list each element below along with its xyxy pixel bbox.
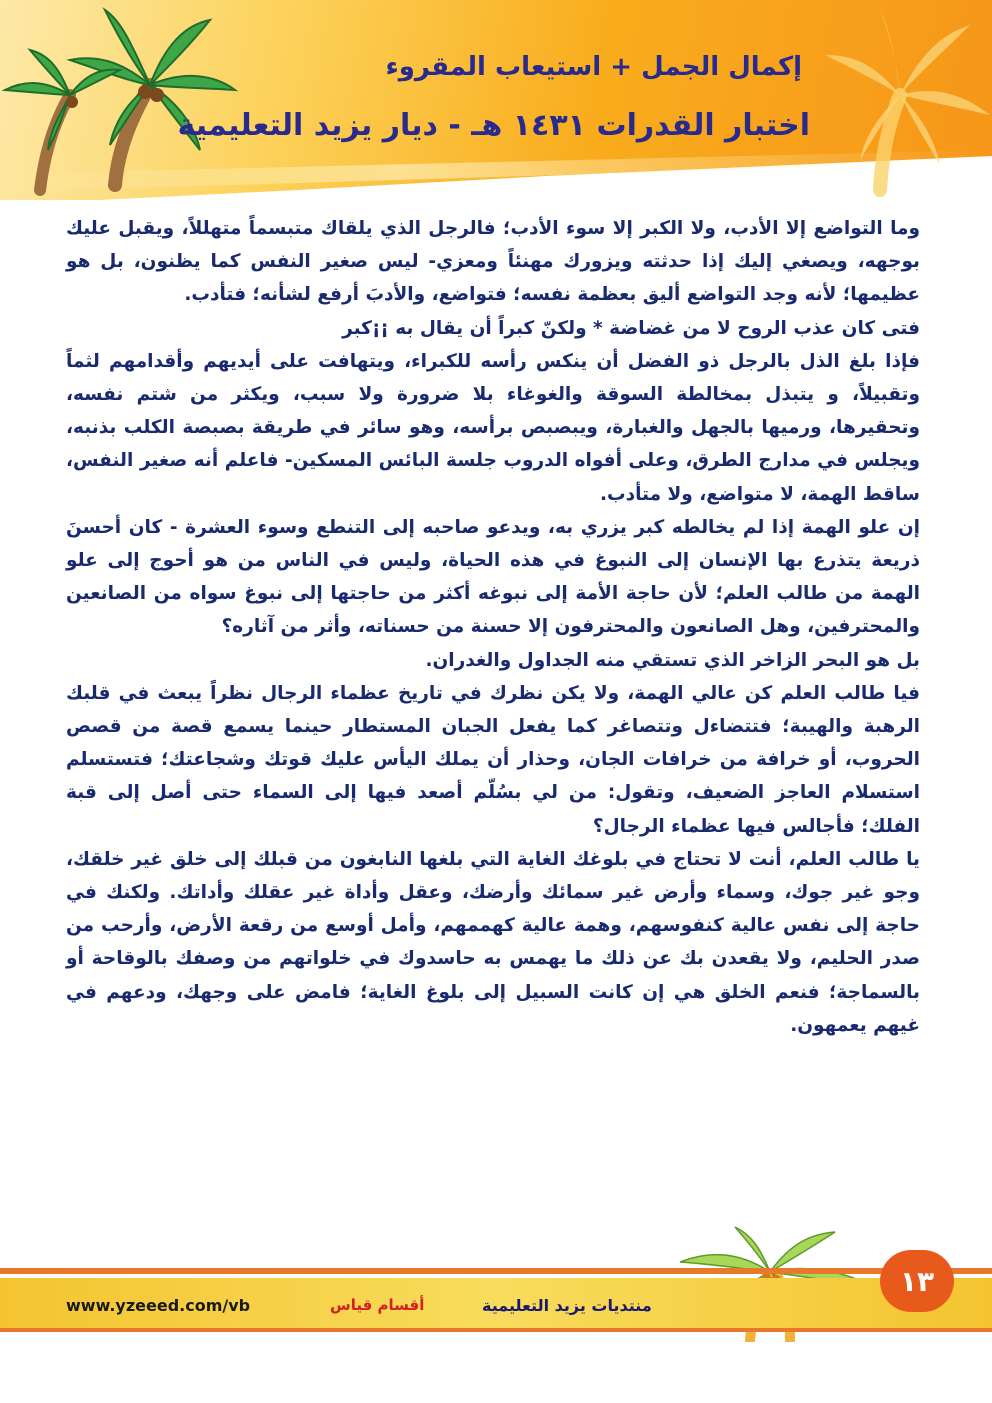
footer-rule-bottom — [0, 1328, 992, 1332]
page-number: ١٣ — [880, 1250, 954, 1312]
header-title: إكمال الجمل + استيعاب المقروء — [385, 52, 802, 82]
footer-url-link[interactable]: www.yzeeed.com/vb — [66, 1296, 251, 1315]
paragraph: إن علو الهمة إذا لم يخالطه كبر يزري به، ويدعو صاحبه إلى التنطع وسوء العشرة - كان أحسنَ ذريعة يتذرع بها الإنسان إلى النبوغ في هذه الحياة، وليس في الناس من هو أحوج إلى علو الهمة من طالب العلم؛ لأن حاجة الأمة إلى نبوغه أكثر من حاجتها إلى نبوغ سواه من الصانعين والمحترفين، وهل الصانعون والمحترفون إلا حسنة من حسناته، وأثر من آثاره؟ — [66, 516, 920, 638]
article-body — [66, 212, 920, 1042]
footer-forum-name: منتديات يزيد التعليمية — [482, 1296, 652, 1315]
palm-tree-left-icon — [0, 0, 240, 200]
paragraph: بل هو البحر الزاخر الذي تستقي منه الجداول والغدران. — [425, 649, 920, 671]
paragraph: فإذا بلغ الذل بالرجل ذو الفضل أن ينكس رأسه للكبراء، ويتهافت على أيديهم وأقدامهم لثماً وتقبيلاً، و يتبذل بمخالطة السوقة والغوغاء بلا ضرورة ولا سبب، ويكثر من شتم نفسه، وتحقيرها، ورميها بالجهل والغبارة، ويبصبص برأسه، وهو سائر في طريقة بصبصة الكلب بذنبه، ويجلس في مدارج الطرق، وعلى أفواه الدروب جلسة البائس المسكين- فاعلم أنه صغير النفس، ساقط الهمة، لا متواضع، ولا متأدب. — [66, 350, 920, 505]
paragraph: وما التواضع إلا الأدب، ولا الكبر إلا سوء الأدب؛ فالرجل الذي يلقاك متبسماً متهللاً، ويقبل عليك بوجهه، ويصغي إليك إذا حدثته ويزورك مهنئاً ومعزي- ليس صغير النفس كما يظنون، بل هو عظيمها؛ لأنه وجد التواضع أليق بعظمة نفسه؛ فتواضع، والأدبَ أرفع لشأنه؛ فتأدب. — [66, 218, 920, 306]
paragraph: فيا طالب العلم كن عالي الهمة، ولا يكن نظرك في تاريخ عظماء الرجال نظراً يبعث في قلبك الرهبة والهيبة؛ فتتضاءل وتتصاغر كما يفعل الجبان المستطار حينما يسمع قصة من قصص الحروب، أو خرافة من خرافات الجان، وحذار أن يملك اليأس عليك قوتك وشجاعتك؛ فتستسلم استسلام العاجز الضعيف، وتقول: من لي بسُلّم أصعد فيها إلى السماء حتى أصل إلى قبة الفلك؛ فأجالس فيها عظماء الرجال؟ — [66, 682, 920, 837]
paragraph: يا طالب العلم، أنت لا تحتاج في بلوغك الغاية التي بلغها النابغون من قبلك إلى خلق غير خلقك، وجو غير جوك، وسماء وأرض غير سمائك وأرضك، وعقل وأداة غير عقلك وأداتك. ولكنك في حاجة إلى نفس عالية كنفوسهم، وهمة عالية كهممهم، وأمل أوسع من رقعة الأرض، وأرحب من صدر الحليم، ولا يقعدن بك عن ذلك ما يهمس به حاسدوك في خلواتهم من وصفك بالوقاحة أو بالسماجة؛ فنعم الخلق هي إن كانت السبيل إلى بلوغ الغاية؛ فامض على وجهك، ودعهم في غيهم يعمهون. — [66, 848, 920, 1036]
footer-rule-top — [0, 1268, 992, 1274]
palm-tree-right-icon — [800, 0, 992, 200]
footer-section-link[interactable]: أقسام قياس — [330, 1296, 425, 1314]
paragraph-verse: فتى كان عذب الروح لا من غضاضة * ولكنّ كبراً أن يقال به ¡¡كبر — [342, 317, 920, 339]
header-subtitle: اختبار القدرات ١٤٣١ هـ - ديار يزيد التعليمية — [177, 108, 810, 143]
